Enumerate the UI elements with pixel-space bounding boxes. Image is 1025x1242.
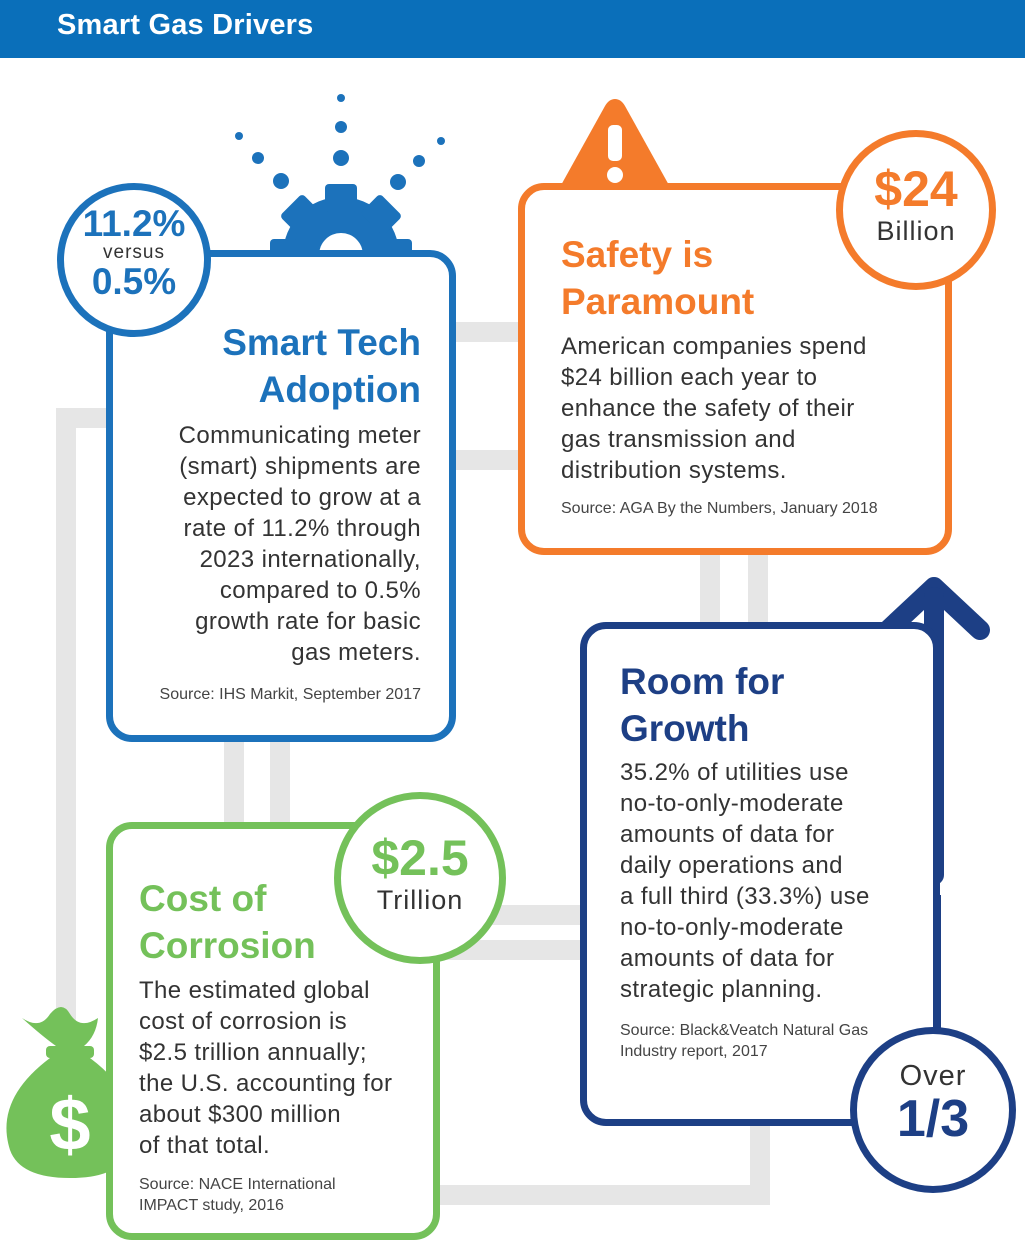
body-line: gas transmission and <box>561 426 796 453</box>
corrosion-title <box>139 875 316 969</box>
corrosion-title-line2: Corrosion <box>139 925 316 966</box>
corrosion-source <box>139 1174 336 1216</box>
body-line: Communicating meter <box>178 422 421 449</box>
warning-triangle-icon <box>555 95 675 195</box>
smart-tech-stat-compare: 0.5% <box>91 261 177 302</box>
safety-title-line1: Safety is <box>561 234 714 275</box>
growth-body <box>620 757 870 1005</box>
body-line: cost of corrosion is <box>139 1008 348 1035</box>
smart-tech-body <box>179 420 421 668</box>
corrosion-stat-unit: Trillion <box>376 885 464 915</box>
safety-stat-circle <box>836 130 996 290</box>
body-line: enhance the safety of their <box>561 395 855 422</box>
source-line: IMPACT study, 2016 <box>139 1197 284 1214</box>
safety-title-line2: Paramount <box>561 281 755 322</box>
corrosion-stat-circle <box>334 792 506 964</box>
body-line: about $300 million <box>139 1101 342 1128</box>
body-line: compared to 0.5% <box>219 577 421 604</box>
source-line: Source: Black&Veatch Natural Gas <box>620 1022 869 1039</box>
body-line: a full third (33.3%) use <box>620 883 870 910</box>
body-line: of that total. <box>139 1132 271 1159</box>
smart-tech-source: Source: IHS Markit, September 2017 <box>159 686 421 703</box>
body-line: the U.S. accounting for <box>139 1070 393 1097</box>
growth-stat-value: 1/3 <box>896 1090 970 1148</box>
growth-stat-over: Over <box>899 1060 967 1092</box>
safety-title <box>561 231 754 325</box>
body-line: distribution systems. <box>561 457 787 484</box>
gear-icon <box>228 90 448 260</box>
body-line: 35.2% of utilities use <box>620 759 849 786</box>
body-line: growth rate for basic <box>195 608 421 635</box>
page-title: Smart Gas Drivers <box>57 9 314 41</box>
growth-stat-circle <box>850 1027 1016 1193</box>
body-line: daily operations and <box>620 852 843 879</box>
growth-title-line2: Growth <box>620 708 750 749</box>
source-line: Source: NACE International <box>139 1176 336 1193</box>
safety-stat-unit: Billion <box>876 216 956 246</box>
body-line: The estimated global <box>139 977 370 1004</box>
body-line: no-to-only-moderate <box>620 790 844 817</box>
body-line: gas meters. <box>291 639 421 666</box>
body-line: strategic planning. <box>620 976 823 1003</box>
body-line: $2.5 trillion annually; <box>139 1039 368 1066</box>
smart-tech-stat-circle <box>57 183 211 337</box>
smart-tech-stat-main: 11.2% <box>82 203 186 244</box>
body-line: $24 billion each year to <box>561 364 818 391</box>
safety-stat-main: $24 <box>874 161 958 217</box>
safety-source: Source: AGA By the Numbers, January 2018 <box>561 500 878 517</box>
source-line: Industry report, 2017 <box>620 1043 768 1060</box>
body-line: no-to-only-moderate <box>620 914 844 941</box>
smart-tech-stat-versus: versus <box>103 242 165 263</box>
safety-body <box>561 331 867 486</box>
body-line: (smart) shipments are <box>179 453 421 480</box>
smart-tech-title <box>222 319 421 413</box>
body-line: expected to grow at a <box>183 484 421 511</box>
corrosion-stat-main: $2.5 <box>371 830 469 886</box>
smart-tech-title-line1: Smart Tech <box>222 322 421 363</box>
body-line: 2023 internationally, <box>199 546 421 573</box>
money-bag-symbol: $ <box>49 1083 91 1166</box>
corrosion-body <box>139 975 392 1161</box>
body-line: amounts of data for <box>620 821 835 848</box>
growth-title-line1: Room for <box>620 661 785 702</box>
body-line: rate of 11.2% through <box>183 515 421 542</box>
body-line: American companies spend <box>561 333 867 360</box>
growth-source <box>620 1020 868 1062</box>
growth-title <box>620 658 784 752</box>
body-line: amounts of data for <box>620 945 835 972</box>
corrosion-title-line1: Cost of <box>139 878 267 919</box>
smart-tech-title-line2: Adoption <box>258 369 421 410</box>
